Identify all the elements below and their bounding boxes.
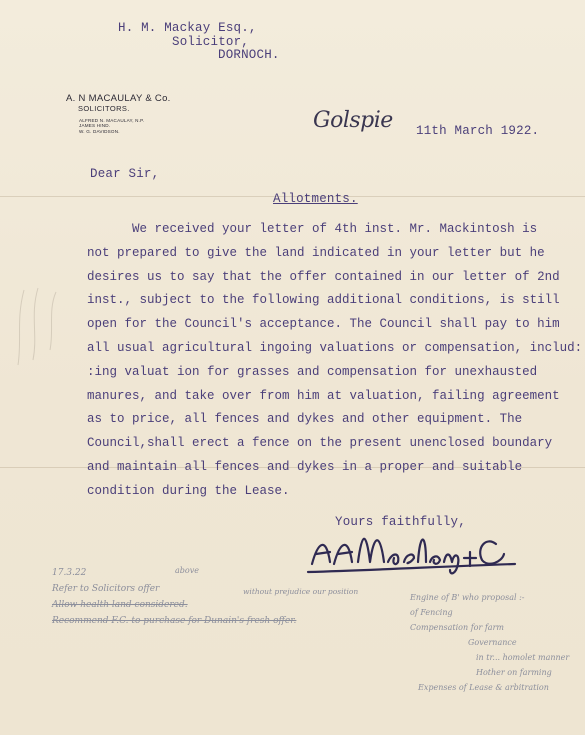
body-line: manures, and take over from him at valuation, failing agreement — [87, 388, 560, 403]
note-middle: without prejudice our position — [243, 587, 359, 596]
body-line: condition during the Lease. — [87, 483, 290, 498]
address-line-town: DORNOCH. — [218, 48, 280, 62]
note-line-struck: Allow health land considered. — [52, 600, 188, 610]
partner-name: ALFRED N. MACAULAY, N.P. — [79, 118, 145, 123]
letter-body — [87, 218, 582, 504]
bleed-through-marks — [8, 280, 68, 370]
note-line: in tr... homolet manner — [476, 653, 570, 662]
place-name: Golspie — [313, 108, 393, 133]
body-line: desires us to say that the offer contained in our letter of 2nd — [87, 269, 560, 284]
body-line: We received your letter of 4th inst. Mr. Mackintosh is — [87, 222, 538, 236]
note-line: Governance — [468, 638, 517, 647]
body-line: Council,shall erect a fence on the present unenclosed boundary — [87, 436, 553, 451]
note-line: of Fencing — [410, 608, 453, 617]
letter-date: 11th March 1922. — [416, 124, 540, 138]
note-date: 17.3.22 — [52, 568, 87, 578]
body-line: inst., subject to the following additional conditions, is still — [87, 293, 560, 308]
signature-image — [300, 522, 550, 582]
note-above: above — [175, 566, 199, 575]
note-line: Refer to Solicitors offer — [52, 584, 160, 594]
address-line-name: H. M. Mackay Esq., — [118, 21, 257, 35]
pencil-notes-right — [410, 590, 569, 695]
letterhead-firm: A. N MACAULAY & Co. — [66, 93, 171, 104]
closing: Yours faithfully, — [335, 515, 466, 529]
note-line: Expenses of Lease & arbitration — [418, 683, 549, 692]
pencil-notes-left — [52, 565, 296, 629]
address-line-title: Solicitor, — [172, 34, 250, 49]
subject-heading: Allotments. — [273, 192, 358, 206]
salutation: Dear Sir, — [90, 167, 160, 181]
body-line: :ing valuat ion for grasses and compensation for unexhausted — [87, 364, 538, 379]
note-line: Hother on farming — [476, 668, 552, 677]
note-line: Engine of B' who proposal :- — [410, 593, 525, 602]
body-line: all usual agricultural ingoing valuations or compensation, includ: — [87, 340, 583, 355]
letterhead-partners — [79, 118, 171, 134]
body-line: as to price, all fences and dykes and other equipment. The — [87, 412, 523, 427]
note-line: Compensation for farm — [410, 623, 504, 632]
letterhead-subtitle: SOLICITORS. — [78, 104, 130, 113]
note-line-struck: Recommend F.C. to purchase for Dunain's fresh offer. — [52, 616, 297, 626]
partner-name: W. G. DAVIDSON. — [79, 128, 120, 134]
recipient-address — [118, 22, 280, 63]
letterhead — [66, 93, 171, 134]
body-line: open for the Council's acceptance. The Council shall pay to him — [87, 317, 560, 332]
body-line: and maintain all fences and dykes in a proper and suitable — [87, 459, 523, 474]
partner-name: JAMES HIND. — [79, 123, 111, 129]
body-line: not prepared to give the land indicated in your letter but he — [87, 245, 545, 260]
